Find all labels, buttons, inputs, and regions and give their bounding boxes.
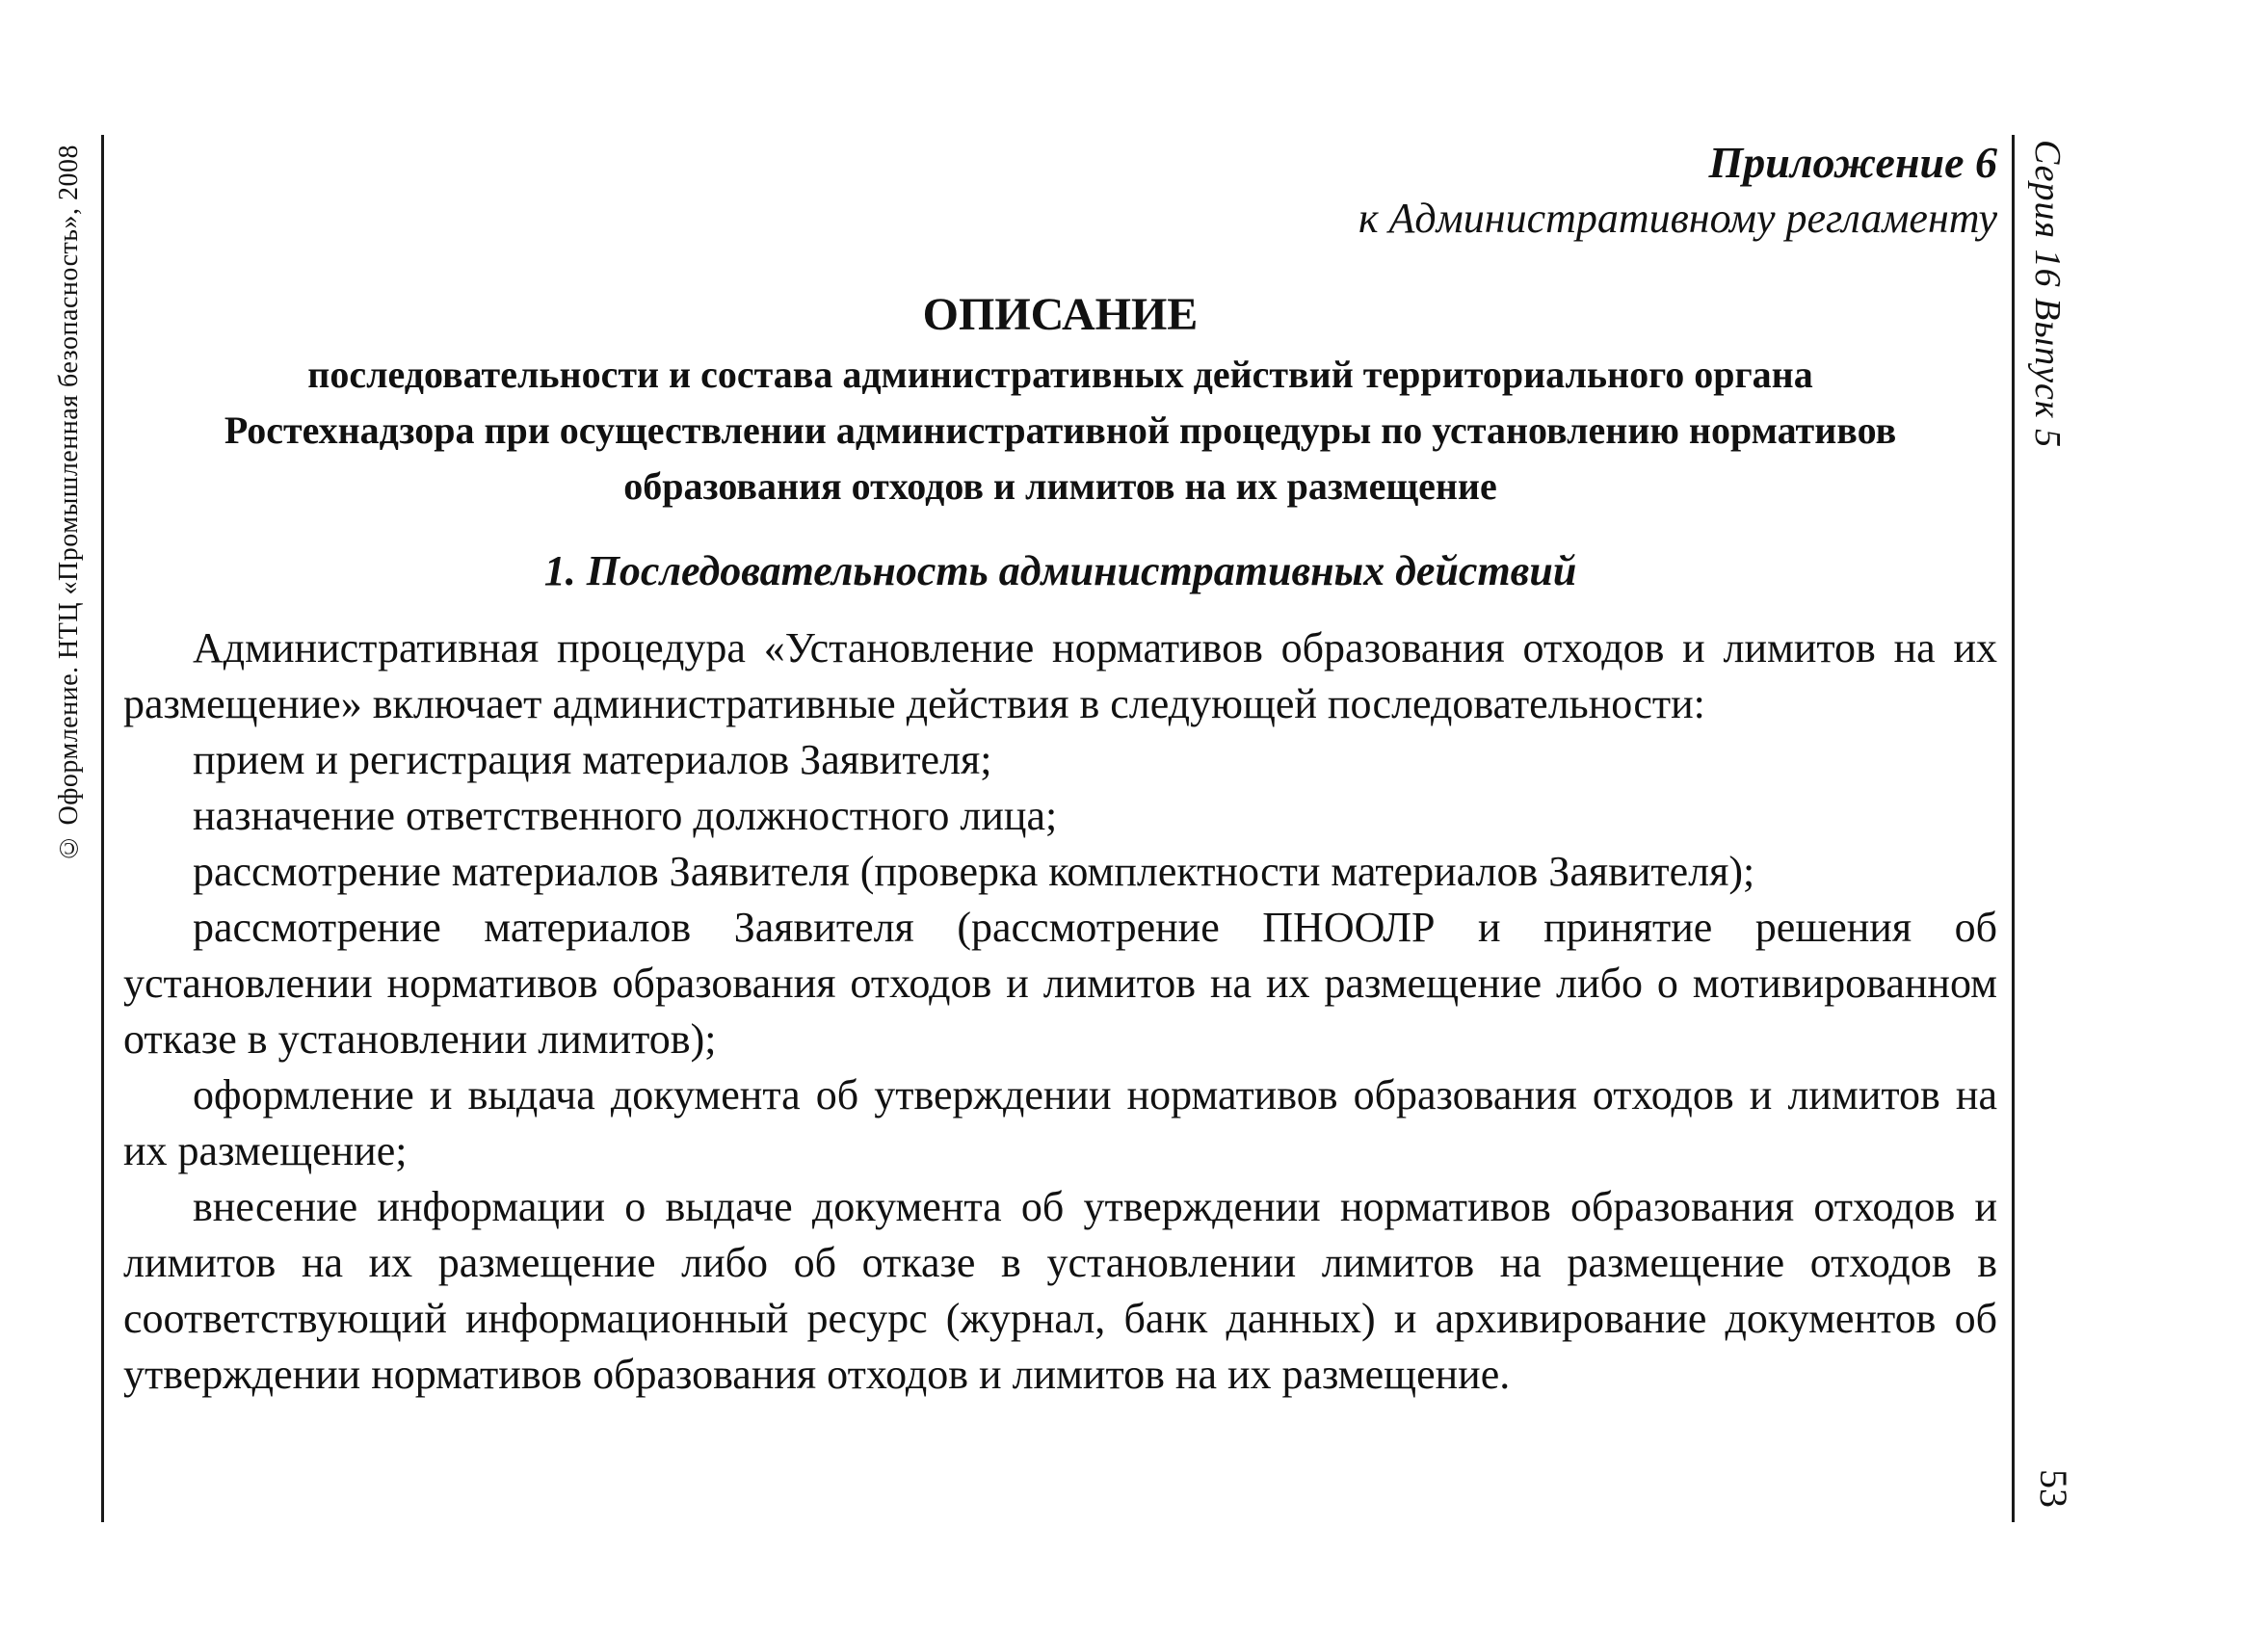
list-item: назначение ответственного должностного лица; [193, 792, 1058, 839]
section-body [123, 620, 1997, 1403]
copyright-margin [44, 145, 102, 915]
series-label: Серия 16 Выпуск 5 [2027, 140, 2068, 449]
paragraph: Административная процедура «Установление нормативов образования отходов и лимитов на их размещение» включает административные действия в следующей последовательности: [123, 624, 1997, 727]
copyright-text: © Оформление. НТЦ «Промышленная безопасность», 2008 [54, 145, 84, 863]
appendix-reference: к Административному регламенту [1358, 195, 1997, 242]
page-number: 53 [2032, 1469, 2075, 1508]
list-item: прием и регистрация материалов Заявителя; [193, 736, 992, 783]
list-item: внесение информации о выдаче документа об утверждении нормативов образования отходов и лимитов на их размещение либо об отказе в установлении лимитов на размещение отходов в соответствующий информационный ресурс (журнал, банк данных) и архивирование документов об утверждении нормативов образования отходов и лимитов на их размещение. [123, 1183, 1997, 1398]
list-item: рассмотрение материалов Заявителя (рассмотрение ПНООЛР и принятие решения об установлении нормативов образования отходов и лимитов на их размещение либо о мотивированном отказе в установлении лимитов); [123, 904, 1997, 1063]
right-margin-rule [2012, 135, 2015, 1522]
list-item: рассмотрение материалов Заявителя (проверка комплектности материалов Заявителя); [193, 848, 1755, 895]
document-subtitle: последовательности и состава административных действий территориального органа Ростехнадзора при осуществлении административной процедуры по установлению нормативов образования отходов и лимитов на их размещение [224, 353, 1897, 508]
section-heading: 1. Последовательность административных действий [543, 547, 1577, 594]
list-item: оформление и выдача документа об утверждении нормативов образования отходов и лимитов на их размещение; [123, 1071, 1997, 1174]
appendix-title: Приложение 6 [1708, 138, 1997, 187]
main-content [123, 135, 1997, 1403]
document-title: ОПИСАНИЕ [922, 289, 1199, 340]
